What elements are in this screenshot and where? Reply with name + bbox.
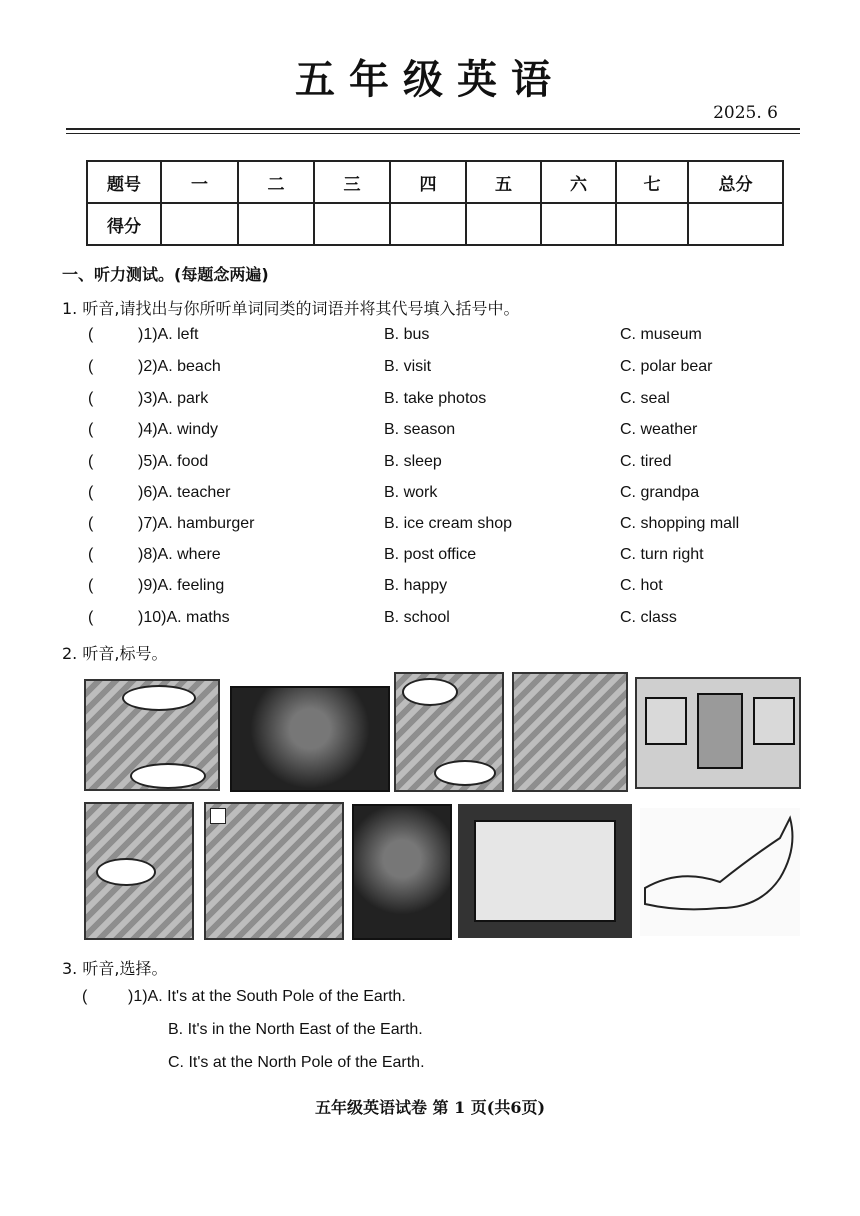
- picture-1-family-cartoon: [84, 679, 220, 791]
- picture-10-hand-drawing: [640, 808, 800, 936]
- option-c: C. turn right: [620, 546, 704, 563]
- answer-blank[interactable]: (: [88, 546, 94, 563]
- answer-blank[interactable]: (: [88, 421, 94, 438]
- score-cell: 六: [541, 161, 616, 203]
- option-b: B. take photos: [384, 390, 487, 407]
- score-table: [86, 160, 784, 246]
- bus-window: [645, 697, 687, 745]
- option-a: )8)A. where: [138, 546, 221, 563]
- tv-screen: [474, 820, 616, 922]
- question-row: [88, 421, 788, 447]
- option-c: C. grandpa: [620, 484, 700, 501]
- score-cell: 三: [314, 161, 390, 203]
- picture-9-tv-man: [458, 804, 632, 938]
- picture-7-cowboy: [204, 802, 344, 940]
- option-c: C. seal: [620, 390, 670, 407]
- answer-blank[interactable]: (: [88, 609, 94, 626]
- question-row: [88, 326, 788, 352]
- speech-bubble: [434, 760, 496, 786]
- option-c: C. tired: [620, 453, 672, 470]
- bus-window: [753, 697, 795, 745]
- question-row: [88, 358, 788, 384]
- exam-date: 2025. 6: [713, 103, 778, 123]
- score-input-cell[interactable]: [541, 203, 616, 245]
- option-b: B. post office: [384, 546, 477, 563]
- option-a: )2)A. beach: [138, 358, 221, 375]
- header-rule: [66, 128, 800, 130]
- score-cell: 一: [161, 161, 238, 203]
- picture-4-tired-girl: [512, 672, 628, 792]
- bus-door: [697, 693, 743, 769]
- option-a: )4)A. windy: [138, 421, 219, 438]
- score-table-header-row: [87, 161, 783, 203]
- option-a: )1)A. It's at the South Pole of the Earth.: [128, 988, 406, 1005]
- part3-instruction: 3. 听音,选择。: [62, 959, 168, 978]
- option-b: B. school: [384, 609, 450, 626]
- option-a: )1)A. left: [138, 326, 199, 343]
- page-title: 五年级英语: [295, 56, 565, 103]
- question-row: [88, 609, 788, 635]
- option-a: )7)A. hamburger: [138, 515, 255, 532]
- speech-bubble: [402, 678, 458, 706]
- option-a: )9)A. feeling: [138, 577, 225, 594]
- option-b: B. work: [384, 484, 438, 501]
- score-input-cell[interactable]: [238, 203, 314, 245]
- score-input-cell[interactable]: [688, 203, 783, 245]
- option-a: )10)A. maths: [138, 609, 230, 626]
- answer-blank[interactable]: (: [88, 453, 94, 470]
- picture-6-winter-cartoon: [84, 802, 194, 940]
- question-row: [88, 515, 788, 541]
- score-cell: 七: [616, 161, 688, 203]
- question-row: [88, 577, 788, 603]
- option-c: C. It's at the North Pole of the Earth.: [168, 1054, 425, 1071]
- part2-instruction: 2. 听音,标号。: [62, 644, 168, 663]
- score-cell: 总分: [688, 161, 783, 203]
- page-footer: 五年级英语试卷 第 1 页(共6页): [314, 1098, 546, 1117]
- option-c: C. polar bear: [620, 358, 713, 375]
- question-row: [88, 390, 788, 416]
- option-b: B. sleep: [384, 453, 442, 470]
- score-input-cell[interactable]: [314, 203, 390, 245]
- option-b: B. It's in the North East of the Earth.: [168, 1021, 423, 1038]
- hand-drawing-icon: [640, 808, 800, 936]
- answer-blank[interactable]: (: [88, 515, 94, 532]
- option-c: C. hot: [620, 577, 663, 594]
- answer-blank[interactable]: (: [88, 484, 94, 501]
- option-b: B. ice cream shop: [384, 515, 513, 532]
- question-row: [88, 453, 788, 479]
- option-b: B. bus: [384, 326, 430, 343]
- part1-instruction: 1. 听音,请找出与你所听单词同类的词语并将其代号填入括号中。: [62, 299, 520, 318]
- score-input-cell[interactable]: [161, 203, 238, 245]
- option-c: C. class: [620, 609, 677, 626]
- answer-blank[interactable]: (: [88, 390, 94, 407]
- option-a: )3)A. park: [138, 390, 209, 407]
- option-b: B. visit: [384, 358, 432, 375]
- option-c: C. weather: [620, 421, 698, 438]
- speech-bubble: [122, 685, 196, 711]
- picture-5-bus: [635, 677, 801, 789]
- header-rule-thin: [66, 133, 800, 134]
- option-c: C. shopping mall: [620, 515, 740, 532]
- score-cell: 题号: [87, 161, 161, 203]
- option-b: B. season: [384, 421, 456, 438]
- score-cell: 二: [238, 161, 314, 203]
- picture-3-outdoor-scene: [394, 672, 504, 792]
- score-cell: 五: [466, 161, 541, 203]
- option-c: C. museum: [620, 326, 702, 343]
- score-row-label: 得分: [87, 203, 161, 245]
- score-input-cell[interactable]: [466, 203, 541, 245]
- answer-blank[interactable]: (: [88, 358, 94, 375]
- answer-blank[interactable]: (: [88, 326, 94, 343]
- score-table-score-row: [87, 203, 783, 245]
- answer-blank[interactable]: (: [88, 577, 94, 594]
- speech-bubble: [130, 763, 206, 789]
- number-box[interactable]: [210, 808, 226, 824]
- option-b: B. happy: [384, 577, 448, 594]
- score-cell: 四: [390, 161, 466, 203]
- answer-blank[interactable]: (: [82, 988, 88, 1005]
- score-input-cell[interactable]: [616, 203, 688, 245]
- question-row: [88, 484, 788, 510]
- option-a: )5)A. food: [138, 453, 209, 470]
- picture-8-owl: [352, 804, 452, 940]
- picture-2-sleeping-person: [230, 686, 390, 792]
- section-heading: 一、听力测试。(每题念两遍): [62, 265, 269, 284]
- option-a: )6)A. teacher: [138, 484, 231, 501]
- question-row: [88, 546, 788, 572]
- speech-bubble: [96, 858, 156, 886]
- score-input-cell[interactable]: [390, 203, 466, 245]
